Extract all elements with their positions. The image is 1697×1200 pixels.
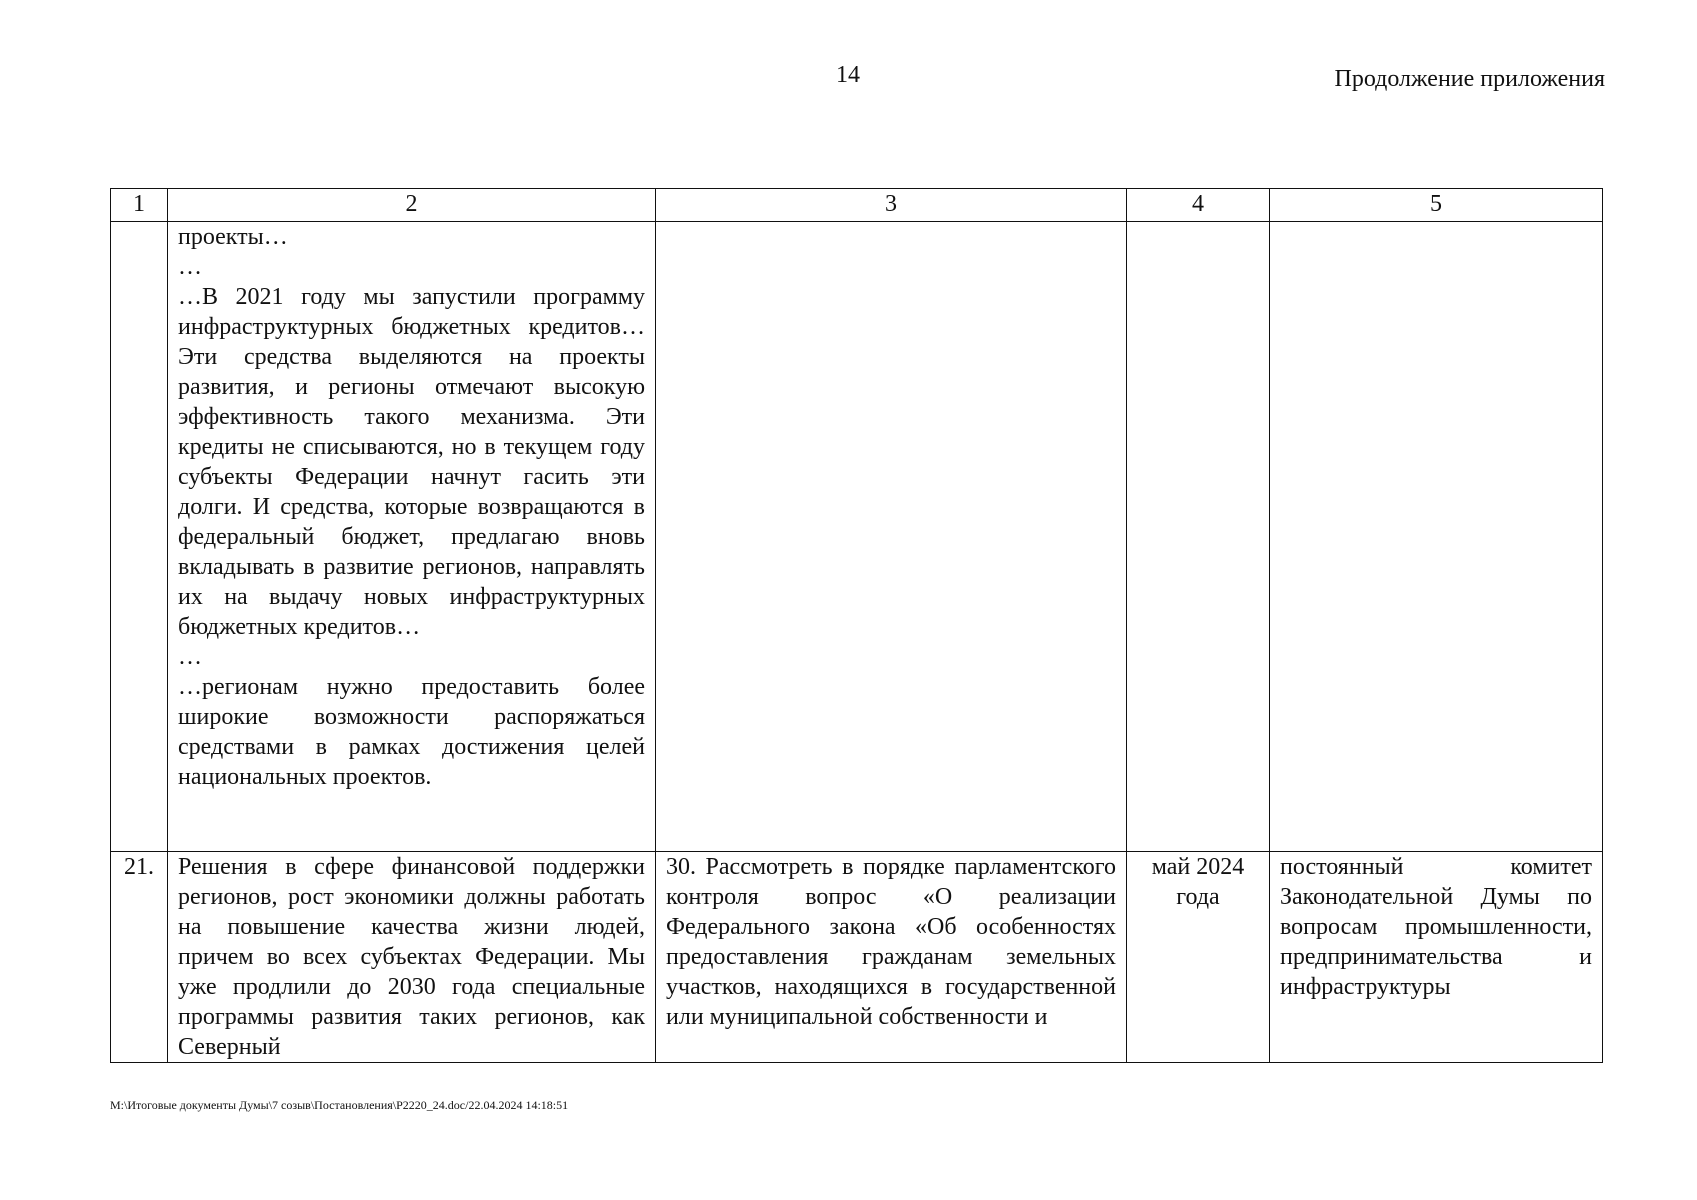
table-row bbox=[111, 222, 1603, 852]
deadline-cell bbox=[1127, 222, 1270, 852]
row-number-cell bbox=[111, 222, 168, 852]
responsible-cell: постоянный комитет Законодательной Думы по вопросам промышленности, предпринимательства и инфраструктуры bbox=[1270, 852, 1603, 1063]
quote-cell bbox=[168, 222, 656, 852]
quote-cell: Решения в сфере финансовой поддержки регионов, рост экономики должны работать на повышение качества жизни людей, причем во всех субъектах Федерации. Мы уже продлили до 2030 года специальные программы развития таких регионов, как Северный bbox=[168, 852, 656, 1063]
measure-cell: 30. Рассмотреть в порядке парламентского контроля вопрос «О реализации Федерального закона «Об особенностях предоставления гражданам земельных участков, находящихся в государственной или муниципальной собственности и bbox=[656, 852, 1127, 1063]
plan-table bbox=[110, 188, 1603, 1063]
column-header: 1 bbox=[111, 189, 168, 222]
quote-paragraph: проекты… bbox=[178, 224, 288, 250]
column-header: 3 bbox=[656, 189, 1127, 222]
table-header-row bbox=[111, 189, 1603, 222]
responsible-cell bbox=[1270, 222, 1603, 852]
table-row bbox=[111, 852, 1603, 1063]
ellipsis: … bbox=[178, 254, 202, 280]
ellipsis: … bbox=[178, 644, 202, 670]
quote-paragraph: …В 2021 году мы запустили программу инфраструктурных бюджетных кредитов… Эти средства выделяются на проекты развития, и регионы отмечают высокую эффективность такого механизма. Эти кредиты не списываются, но в текущем году субъекты Федерации начнут гасить эти долги. И средства, которые возвращаются в федеральный бюджет, предлагаю вновь вкладывать в развитие регионов, направлять их на выдачу новых инфраструктурных бюджетных кредитов… bbox=[178, 284, 645, 640]
column-header: 4 bbox=[1127, 189, 1270, 222]
column-header: 2 bbox=[168, 189, 656, 222]
page-number: 14 bbox=[836, 62, 860, 88]
deadline-cell: май 2024 года bbox=[1127, 852, 1270, 1063]
measure-cell bbox=[656, 222, 1127, 852]
row-number-cell: 21. bbox=[111, 852, 168, 1063]
continuation-header: Продолжение приложения bbox=[1334, 66, 1605, 92]
file-path-footer: M:\Итоговые документы Думы\7 созыв\Постановления\P2220_24.doc/22.04.2024 14:18:51 bbox=[110, 1098, 569, 1112]
column-header: 5 bbox=[1270, 189, 1603, 222]
quote-paragraph: …регионам нужно предоставить более широкие возможности распоряжаться средствами в рамках достижения целей национальных проектов. bbox=[178, 674, 645, 790]
